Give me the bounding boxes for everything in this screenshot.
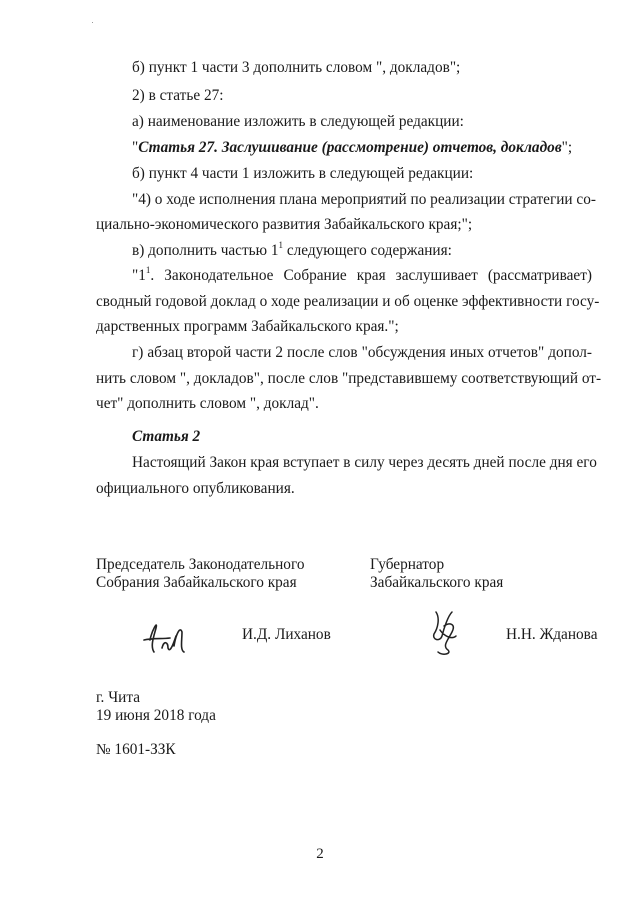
text-span: г. Чита bbox=[96, 689, 140, 706]
text-span: официального опубликования. bbox=[96, 480, 295, 497]
text-line bbox=[96, 293, 600, 311]
date bbox=[96, 707, 216, 725]
right-signer-name bbox=[506, 626, 598, 644]
text-line bbox=[96, 318, 399, 336]
text-span: . Законодательное Собрание края заслушивает (рассматривает) bbox=[150, 267, 592, 284]
text-line bbox=[96, 216, 472, 234]
text-span: Настоящий Закон края вступает в силу через десять дней после дня его bbox=[132, 454, 597, 471]
text-span: циально-экономического развития Забайкальского края;"; bbox=[96, 216, 473, 233]
text-span: Н.Н. Жданова bbox=[506, 626, 598, 643]
signature-likhanov bbox=[140, 612, 190, 662]
text-span: № 1601-ЗЗК bbox=[96, 741, 176, 758]
text-span: Собрания Забайкальского края bbox=[96, 574, 297, 591]
text-span: в) дополнить частью 1 bbox=[132, 242, 279, 259]
text-line bbox=[132, 59, 460, 77]
right-signer-title bbox=[370, 556, 444, 574]
text-line bbox=[132, 239, 452, 260]
superscript: 1 bbox=[145, 264, 151, 275]
article-2-heading bbox=[132, 428, 200, 446]
text-span: б) пункт 1 части 3 дополнить словом ", докладов"; bbox=[132, 59, 461, 76]
heading-text: Статья 2 bbox=[132, 428, 201, 445]
text-span: г) абзац второй части 2 после слов "обсуждения иных отчетов" допол- bbox=[132, 344, 592, 361]
text-line bbox=[132, 264, 592, 285]
page-number: 2 bbox=[316, 846, 324, 862]
signature-zhdanova bbox=[422, 606, 466, 660]
scan-mark bbox=[92, 22, 93, 23]
text-span: Председатель Законодательного bbox=[96, 556, 305, 573]
right-signer-title bbox=[370, 574, 503, 592]
text-line bbox=[96, 395, 319, 413]
article-27-title-line bbox=[132, 139, 572, 157]
text-span: сводный годовой доклад о ходе реализации и об оценке эффективности госу- bbox=[96, 293, 600, 310]
text-span: "1 bbox=[132, 267, 146, 284]
text-span: 2) в статье 27: bbox=[132, 87, 224, 104]
text-line bbox=[132, 344, 592, 362]
text-span: дарственных программ Забайкальского края."; bbox=[96, 318, 399, 335]
superscript: 1 bbox=[278, 239, 284, 250]
text-span: 19 июня 2018 года bbox=[96, 707, 216, 724]
text-span: "4) о ходе исполнения плана мероприятий по реализации стратегии со- bbox=[132, 191, 596, 208]
text-span: нить словом ", докладов", после слов "представившему соответствующий от- bbox=[96, 370, 602, 387]
text-line bbox=[132, 165, 473, 183]
text-span: Забайкальского края bbox=[370, 574, 504, 591]
law-number bbox=[96, 741, 176, 759]
article-27-title: Статья 27. Заслушивание (рассмотрение) отчетов, докладов bbox=[138, 139, 562, 156]
text-span: чет" дополнить словом ", доклад". bbox=[96, 395, 319, 412]
left-signer-title bbox=[96, 574, 297, 592]
text-line bbox=[96, 480, 295, 498]
text-line bbox=[132, 454, 597, 472]
text-line bbox=[132, 87, 224, 105]
text-line bbox=[96, 370, 602, 388]
text-line bbox=[132, 191, 596, 209]
text-span: следующего содержания: bbox=[283, 242, 452, 259]
text-span: б) пункт 4 части 1 изложить в следующей редакции: bbox=[132, 165, 474, 182]
text-line bbox=[132, 113, 464, 131]
left-signer-title bbox=[96, 556, 305, 574]
city bbox=[96, 689, 140, 707]
quote-open: " bbox=[132, 139, 139, 156]
quote-close: "; bbox=[561, 139, 573, 156]
text-span: а) наименование изложить в следующей редакции: bbox=[132, 113, 464, 130]
text-span: Губернатор bbox=[370, 556, 445, 573]
left-signer-name bbox=[242, 626, 331, 644]
text-span: И.Д. Лиханов bbox=[242, 626, 331, 643]
